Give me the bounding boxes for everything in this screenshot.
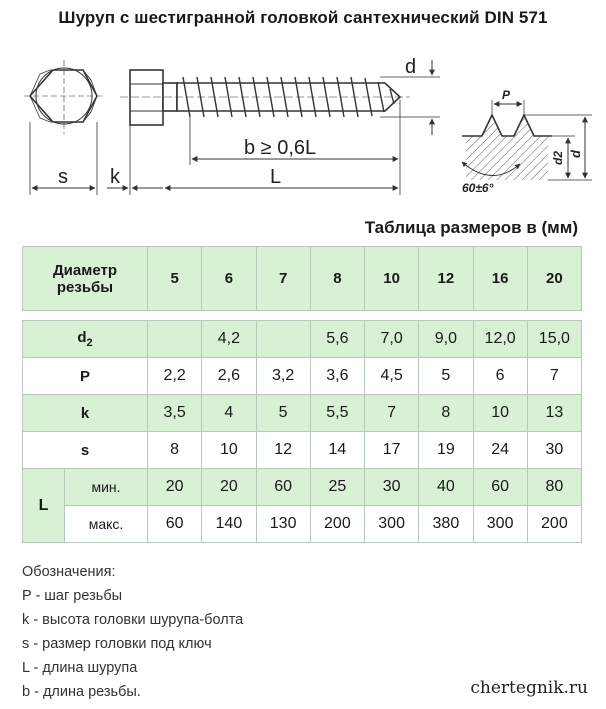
table-cell: 60 <box>473 469 527 506</box>
screw-side-view <box>120 70 410 125</box>
table-cell: 140 <box>202 506 256 543</box>
hex-head-end-view <box>24 60 104 134</box>
note-item: L - длина шурупа <box>22 660 138 676</box>
thread-pitch-label: P <box>502 88 511 102</box>
header-col: 7 <box>256 247 310 311</box>
L-label: L <box>23 469 65 543</box>
table-cell: 80 <box>527 469 581 506</box>
table-cell: 3,5 <box>148 395 202 432</box>
table-cell: 12 <box>256 432 310 469</box>
table-row-d2 <box>23 321 582 358</box>
table-cell: 10 <box>202 432 256 469</box>
table-cell: 300 <box>365 506 419 543</box>
row-sublabel: мин. <box>65 469 148 506</box>
header-col: 6 <box>202 247 256 311</box>
table-cell: 5 <box>256 395 310 432</box>
table-cell: 5 <box>419 358 473 395</box>
table-cell: 3,6 <box>310 358 364 395</box>
header-col: 8 <box>310 247 364 311</box>
dimensions-table <box>22 246 582 543</box>
thread-angle-label: 60±6° <box>462 181 494 195</box>
table-cell: 9,0 <box>419 321 473 358</box>
table-cell: 15,0 <box>527 321 581 358</box>
table-cell: 8 <box>419 395 473 432</box>
table-cell: 2,6 <box>202 358 256 395</box>
header-label-cell <box>23 247 148 311</box>
header-label-line2: резьбы <box>56 278 114 296</box>
table-cell: 40 <box>419 469 473 506</box>
row-sublabel: макс. <box>65 506 148 543</box>
header-col: 16 <box>473 247 527 311</box>
note-item: k - высота головки шурупа-болта <box>22 612 244 628</box>
dim-k-label: k <box>110 166 120 188</box>
table-cell: 13 <box>527 395 581 432</box>
table-cell: 6 <box>473 358 527 395</box>
table-cell: 2,2 <box>148 358 202 395</box>
table-row-L-min <box>23 469 582 506</box>
table-cell: 12,0 <box>473 321 527 358</box>
table-cell: 5,6 <box>310 321 364 358</box>
table-cell: 4,5 <box>365 358 419 395</box>
table-cell: 300 <box>473 506 527 543</box>
page-title: Шуруп с шестигранной головкой сантехнический DIN 571 <box>58 8 548 27</box>
table-cell: 25 <box>310 469 364 506</box>
note-item: b - длина резьбы. <box>22 684 141 700</box>
table-cell <box>256 321 310 358</box>
table-row-L-max <box>23 506 582 543</box>
table-cell: 30 <box>365 469 419 506</box>
note-item: P - шаг резьбы <box>22 588 123 604</box>
table-cell: 4 <box>202 395 256 432</box>
table-cell: 60 <box>256 469 310 506</box>
table-cell: 3,2 <box>256 358 310 395</box>
header-label-line1: Диаметр <box>53 261 117 279</box>
notes-heading: Обозначения: <box>22 564 116 580</box>
row-label: s <box>23 432 148 469</box>
table-row-P <box>23 358 582 395</box>
table-cell: 10 <box>473 395 527 432</box>
table-cell: 380 <box>419 506 473 543</box>
table-cell: 7,0 <box>365 321 419 358</box>
table-header-row <box>23 247 582 311</box>
table-cell: 30 <box>527 432 581 469</box>
table-cell: 200 <box>310 506 364 543</box>
note-item: s - размер головки под ключ <box>22 636 212 652</box>
table-cell: 7 <box>527 358 581 395</box>
site-watermark: chertegnik.ru <box>470 678 588 698</box>
row-label: $d_2$ <box>23 321 148 358</box>
legend-notes <box>22 560 243 704</box>
table-cell: 20 <box>202 469 256 506</box>
table-cell: 130 <box>256 506 310 543</box>
dim-b-label: b ≥ 0,6L <box>244 137 317 159</box>
table-cell: 19 <box>419 432 473 469</box>
header-col: 20 <box>527 247 581 311</box>
thread-d2-label: d2 <box>551 150 565 165</box>
table-row-s <box>23 432 582 469</box>
header-col: 5 <box>148 247 202 311</box>
table-caption: Таблица размеров в (мм) <box>364 218 578 237</box>
dim-d-label: d <box>405 56 417 78</box>
row-label: k <box>23 395 148 432</box>
thread-profile-detail <box>462 88 592 195</box>
thread-d-label: d <box>568 150 583 158</box>
row-label: P <box>23 358 148 395</box>
table-cell: 60 <box>148 506 202 543</box>
table-row-k <box>23 395 582 432</box>
table-cell: 20 <box>148 469 202 506</box>
header-col: 10 <box>365 247 419 311</box>
table-cell: 17 <box>365 432 419 469</box>
dim-s-label: s <box>58 166 68 188</box>
table-cell: 5,5 <box>310 395 364 432</box>
table-cell: 200 <box>527 506 581 543</box>
table-cell: 24 <box>473 432 527 469</box>
table-cell: 4,2 <box>202 321 256 358</box>
table-cell <box>148 321 202 358</box>
screw-drawing <box>0 40 606 210</box>
table-cell: 8 <box>148 432 202 469</box>
table-cell: 14 <box>310 432 364 469</box>
header-col: 12 <box>419 247 473 311</box>
table-cell: 7 <box>365 395 419 432</box>
dim-L-label: L <box>270 166 282 188</box>
